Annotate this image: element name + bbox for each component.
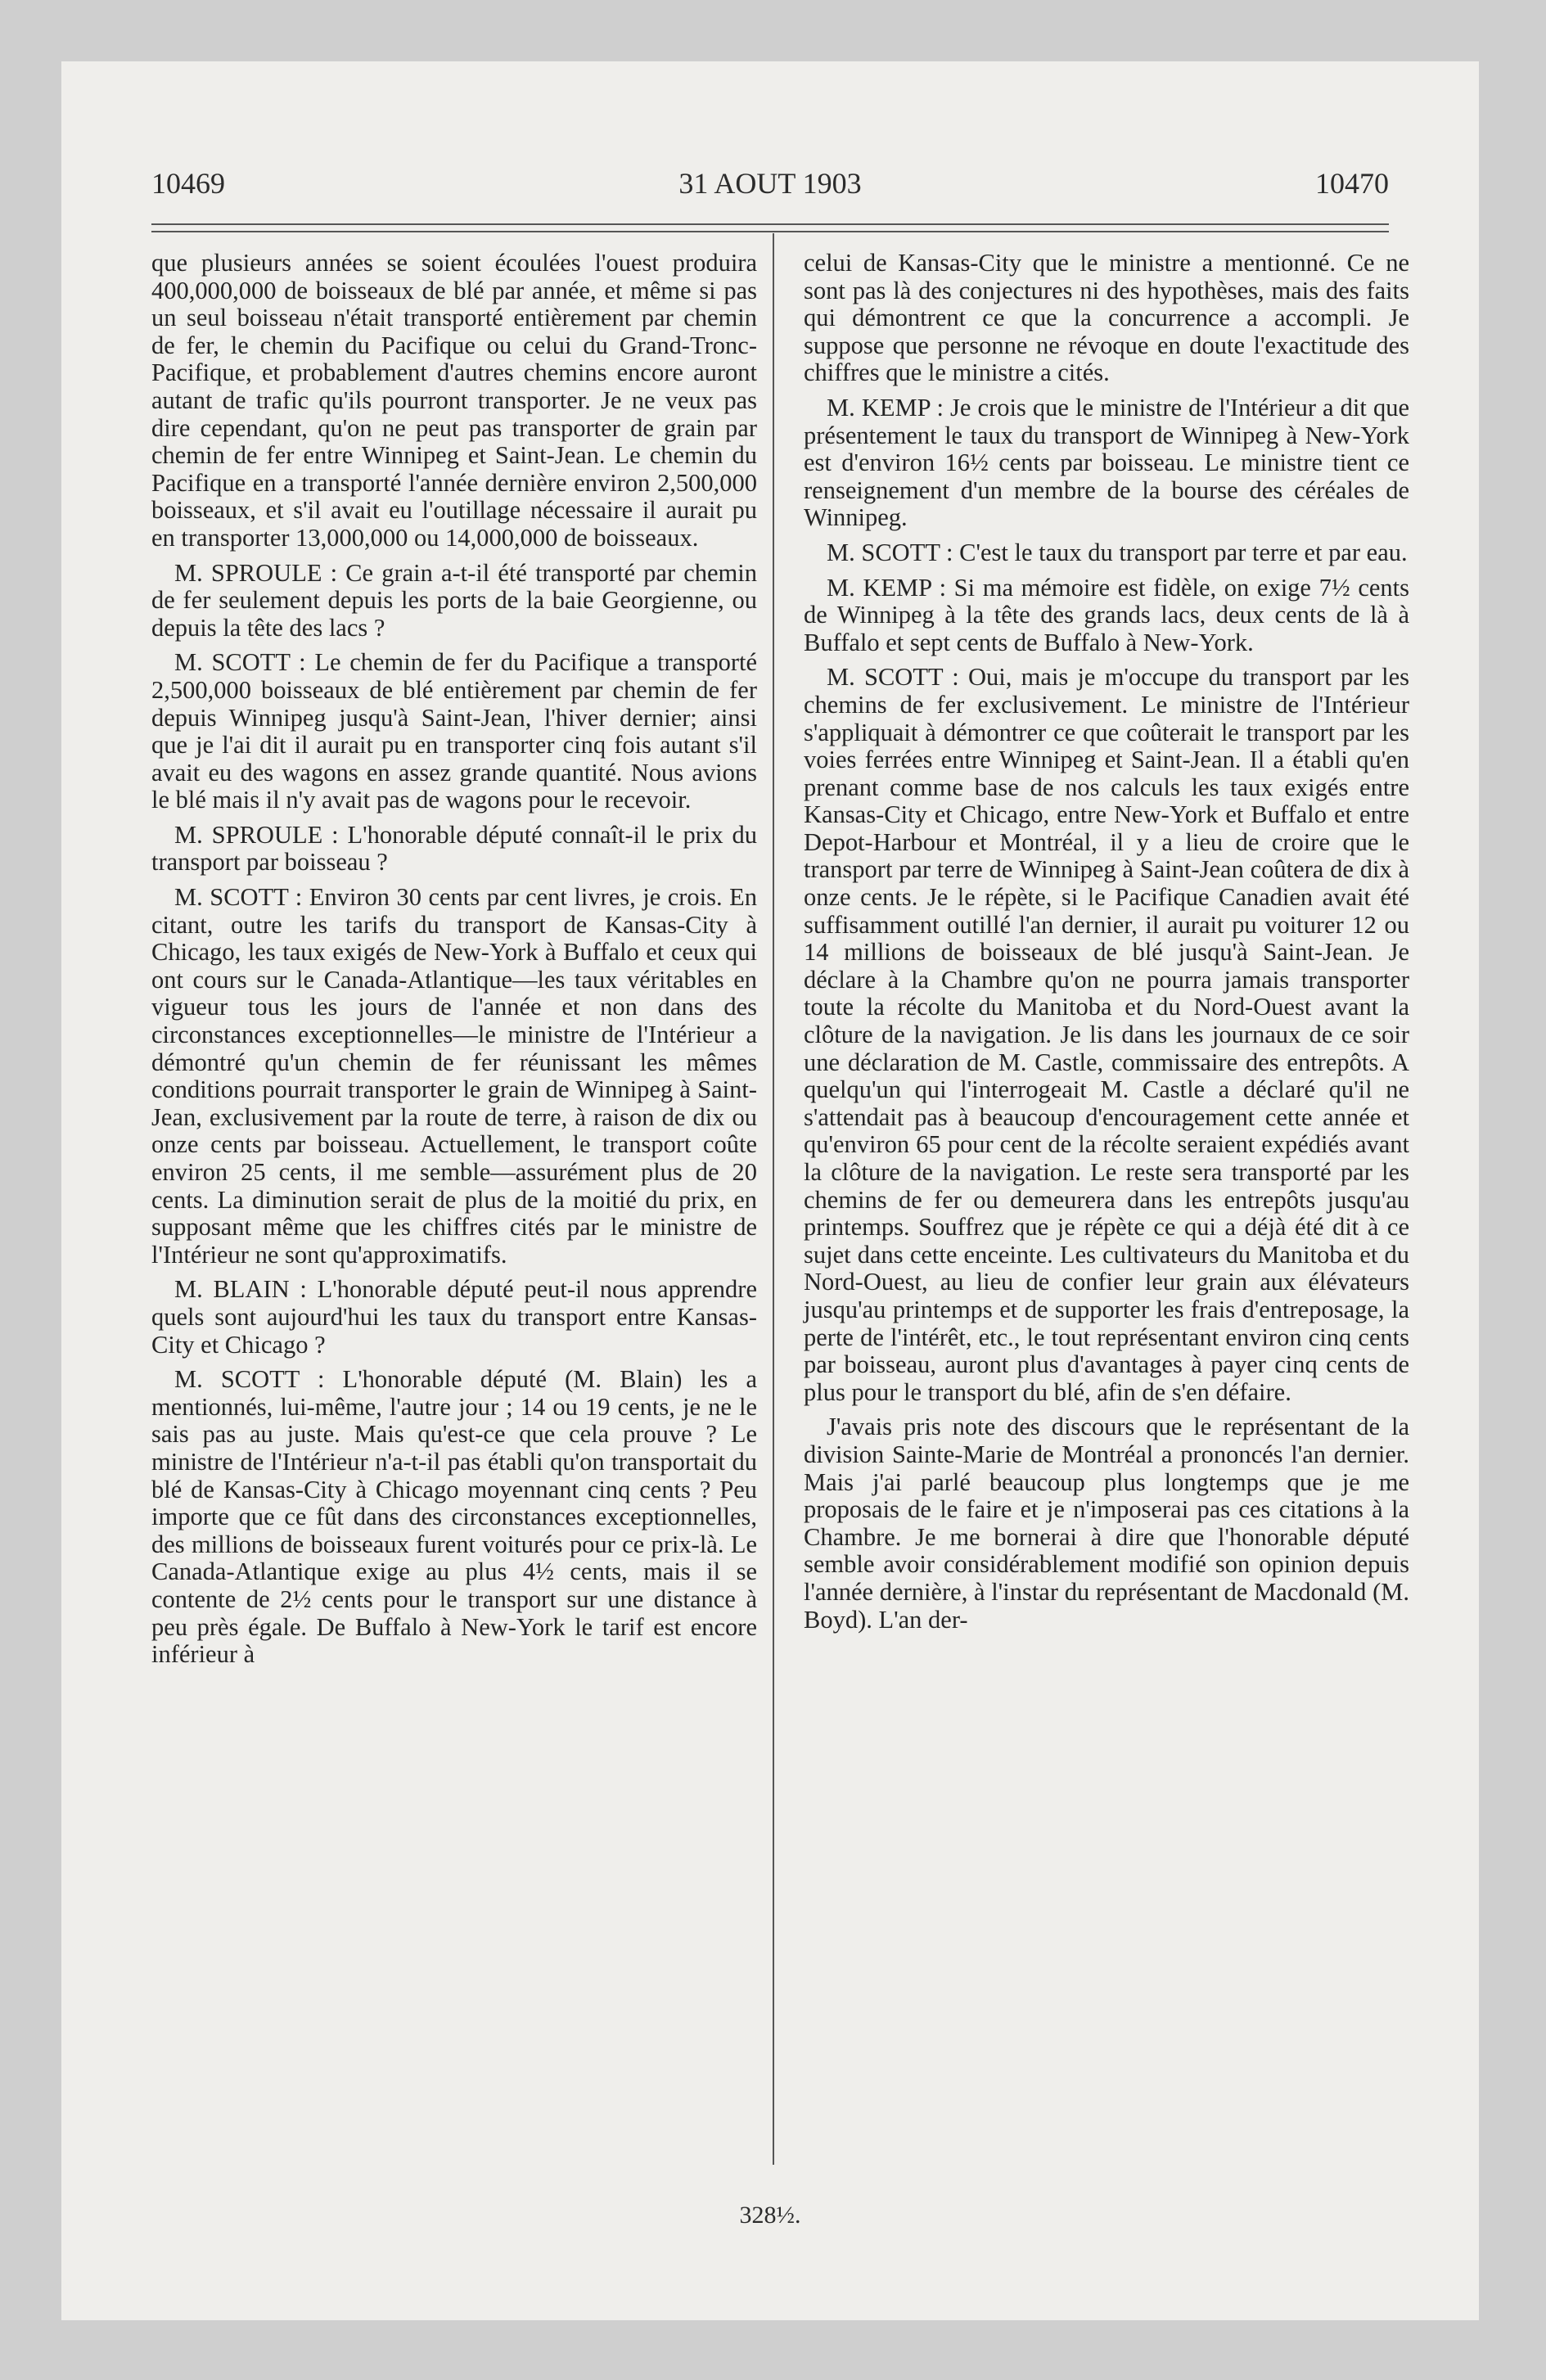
header-rule-top — [151, 223, 1389, 225]
paragraph: M. SCOTT : L'honorable député (M. Blain) les a mentionnés, lui-même, l'autre jour ; 14 ou 19 cents, je ne le sais pas au juste. Mais qu'est-ce que cela prouve ? Le ministre de l'Intérieur n'a-t-il pas établi qu'on transportait du blé de Kansas-City à Chicago moyennant cinq cents ? Peu importe que ce fût dans des circonstances exceptionnelles, des millions de boisseaux furent voiturés pour ce prix-là. Le Canada-Atlantique exige au plus 4½ cents, mais il se contente de 2½ cents pour le transport sur une distance à peu près égale. De Buffalo à New-York le tarif est encore inférieur à — [151, 1365, 757, 1669]
paragraph: M. SCOTT : Le chemin de fer du Pacifique a transporté 2,500,000 boisseaux de blé entièrement par chemin de fer depuis Winnipeg jusqu'à Saint-Jean, l'hiver dernier; ainsi que je l'ai dit il aurait pu en transporter cinq fois autant s'il avait eu des wagons en assez grande quantité. Nous avions le blé mais il n'y avait pas de wagons pour le recevoir. — [151, 648, 757, 814]
column-divider — [773, 233, 774, 2165]
paragraph: M. SCOTT : Environ 30 cents par cent livres, je crois. En citant, outre les tarifs du transport de Kansas-City à Chicago, les taux exigés de New-York à Buffalo et ceux qui ont cours sur le Canada-Atlantique—les taux véritables en vigueur tous les jours de l'année et non dans des circonstances exceptionnelles—le ministre de l'Intérieur a démontré qu'un chemin de fer réunissant les mêmes conditions pourrait transporter le grain de Winnipeg à Saint-Jean, exclusivement par la route de terre, à raison de dix ou onze cents par boisseau. Actuellement, le transport coûte environ 25 cents, il me semble—assurément plus de 20 cents. La diminution serait de plus de la moitié du prix, en supposant même que les chiffres cités par le ministre de l'Intérieur ne sont qu'approximatifs. — [151, 883, 757, 1269]
paragraph: M. SCOTT : Oui, mais je m'occupe du transport par les chemins de fer exclusivement. Le ministre de l'Intérieur s'appliquait à démontrer ce que coûterait le transport par les voies ferrées entre Winnipeg et Saint-Jean. Il a établi qu'en prenant comme base de nos calculs les taux exigés entre Kansas-City et Chicago, entre New-York et Buffalo et entre Depot-Harbour et Montréal, il y a lieu de croire que le transport par terre de Winnipeg à Saint-Jean coûtera de dix à onze cents. Je le répète, si le Pacifique Canadien avait été suffisamment outillé l'an dernier, il aurait pu voiturer 12 ou 14 millions de boisseaux de blé jusqu'à Saint-Jean. Je déclare à la Chambre qu'on ne pourra jamais transporter toute la récolte du Manitoba et du Nord-Ouest avant la clôture de la navigation. Je lis dans les journaux de ce soir une déclaration de M. Castle, commissaire des entrepôts. A quelqu'un qui l'interrogeait M. Castle a déclaré qu'il ne s'attendait pas à beaucoup d'encouragement cette année et qu'environ 65 pour cent de la récolte seraient expédiés avant la clôture de la navigation. Le reste sera transporté par les chemins de fer ou demeurera dans les entrepôts jusqu'au printemps. Souffrez que je répète ce qui a déjà été dit à ce sujet dans cette enceinte. Les cultivateurs du Manitoba et du Nord-Ouest, au lieu de confier leur grain aux élévateurs jusqu'au printemps et de supporter les frais d'entreposage, la perte de l'intérêt, etc., le tout représentant environ cinq cents par boisseau, auront plus d'avantages à payer cinq cents de plus pour le transport du blé, afin de s'en défaire. — [804, 663, 1409, 1406]
header-date: 31 AOUT 1903 — [678, 167, 862, 200]
paragraph: M. KEMP : Je crois que le ministre de l'Intérieur a dit que présentement le taux du transport de Winnipeg à New-York est d'environ 16½ cents par boisseau. Le ministre tient ce renseignement d'un membre de la bourse des céréales de Winnipeg. — [804, 393, 1409, 532]
left-page-number: 10469 — [151, 167, 225, 200]
left-column — [151, 250, 757, 1676]
right-page-number: 10470 — [1315, 167, 1389, 200]
paragraph: M. SCOTT : C'est le taux du transport par terre et par eau. — [827, 538, 1408, 566]
paragraph: M. BLAIN : L'honorable député peut-il nous apprendre quels sont aujourd'hui les taux du transport entre Kansas-City et Chicago ? — [151, 1275, 757, 1359]
paragraph: que plusieurs années se soient écoulées l'ouest produira 400,000,000 de boisseaux de blé par année, et même si pas un seul boisseau n'était transporté entièrement par chemin de fer, le chemin du Pacifique ou celui du Grand-Tronc-Pacifique, et probablement d'autres chemins encore auront autant de trafic qu'ils pourront transporter. Je ne veux pas dire cependant, qu'on ne peut pas transporter de grain par chemin de fer entre Winnipeg et Saint-Jean. Le chemin du Pacifique en a transporté l'année dernière environ 2,500,000 boisseaux, et s'il avait eu l'outillage nécessaire il aurait pu en transporter 13,000,000 ou 14,000,000 de boisseaux. — [151, 249, 757, 552]
running-header — [151, 166, 1389, 215]
paragraph: M. SPROULE : L'honorable député connaît-il le prix du transport par boisseau ? — [151, 820, 757, 877]
paragraph: celui de Kansas-City que le ministre a mentionné. Ce ne sont pas là des conjectures ni des hypothèses, mais des faits qui démontrent ce que la concurrence a accompli. Je suppose que personne ne révoque en doute l'exactitude des chiffres que le ministre a cités. — [804, 249, 1409, 387]
page-sheet — [61, 61, 1479, 2320]
paragraph: J'avais pris note des discours que le représentant de la division Sainte-Marie de Montréal a prononcés l'an dernier. Mais j'ai parlé beaucoup plus longtemps que je me proposais de le faire et je n'imposerai pas ces citations à la Chambre. Je me bornerai à dire que l'honorable député semble avoir considérablement modifié son opinion depuis l'année dernière, à l'instar du représentant de Macdonald (M. Boyd). L'an der- — [804, 1413, 1409, 1634]
folio-number: 328½. — [739, 2202, 801, 2229]
paragraph: M. KEMP : Si ma mémoire est fidèle, on exige 7½ cents de Winnipeg à la tête des grands lacs, deux cents de là à Buffalo et sept cents de Buffalo à New-York. — [804, 573, 1409, 656]
right-column — [804, 250, 1409, 1641]
header-rule-bottom — [151, 231, 1389, 232]
paragraph: M. SPROULE : Ce grain a-t-il été transporté par chemin de fer seulement depuis les ports de la baie Georgienne, ou depuis la tête des lacs ? — [151, 558, 757, 642]
